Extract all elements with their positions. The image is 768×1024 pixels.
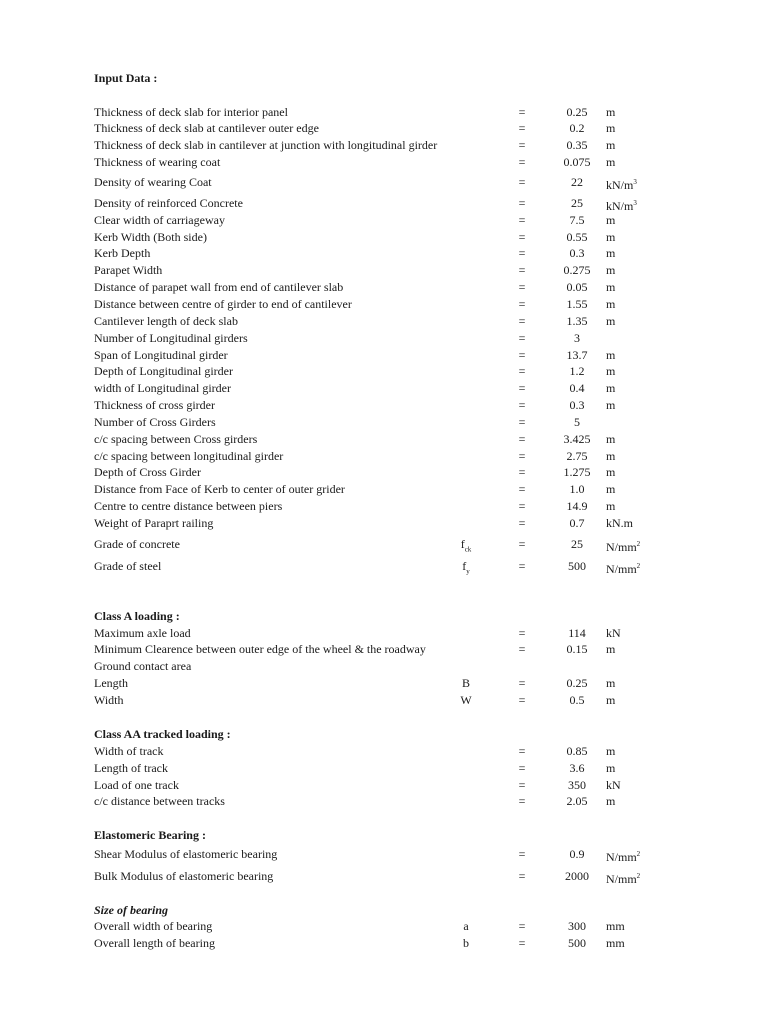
unit-text: m (606, 794, 616, 808)
table-row (0, 137, 768, 154)
row-label: Density of reinforced Concrete (94, 196, 243, 210)
row-unit (606, 498, 615, 515)
row-label: Thickness of deck slab in cantilever at junction with longitudinal girder (94, 138, 438, 152)
unit-text: kN.m (606, 516, 633, 530)
row-unit (606, 692, 615, 709)
unit-text: m (606, 213, 616, 227)
row-value: 0.7 (569, 516, 585, 530)
unit-text: m (606, 381, 616, 395)
unit-superscript: 3 (633, 178, 637, 186)
section-heading-size-of-bearing (0, 902, 768, 919)
equals-sign: = (518, 499, 526, 513)
unit-text: m (606, 121, 616, 135)
row-unit (606, 313, 615, 330)
row-value: 3.6 (569, 761, 585, 775)
row-label: Thickness of wearing coat (94, 155, 221, 169)
row-label: Overall width of bearing (94, 919, 213, 933)
equals-sign: = (518, 449, 526, 463)
row-label: Thickness of deck slab for interior panel (94, 105, 288, 119)
unit-superscript: 2 (636, 850, 641, 858)
row-value: 0.3 (569, 246, 585, 260)
unit-text: m (606, 482, 616, 496)
table-row (0, 414, 768, 431)
row-unit (606, 866, 640, 889)
symbol-text: f (460, 537, 465, 551)
row-label: Shear Modulus of elastomeric bearing (94, 847, 278, 861)
row-value: 3.425 (563, 432, 591, 446)
symbol-text: f (462, 559, 467, 573)
unit-text: mm (606, 936, 625, 950)
row-label: Distance of parapet wall from end of cantilever slab (94, 280, 344, 294)
equals-sign: = (518, 105, 526, 119)
equals-sign: = (518, 280, 526, 294)
unit-text: mm (606, 919, 625, 933)
unit-text: m (606, 693, 616, 707)
row-unit (606, 137, 615, 154)
symbol-text: B (461, 676, 470, 690)
row-label: Maximum axle load (94, 626, 191, 640)
table-row (0, 245, 768, 262)
equals-sign: = (518, 516, 526, 530)
row-unit (606, 743, 615, 760)
equals-sign: = (518, 175, 526, 189)
row-label: Depth of Cross Girder (94, 465, 201, 479)
table-row (0, 743, 768, 760)
row-label: Number of Cross Girders (94, 415, 216, 429)
row-unit (606, 625, 621, 642)
row-label: Grade of steel (94, 559, 162, 573)
equals-sign: = (518, 626, 526, 640)
unit-text: m (606, 499, 616, 513)
unit-text: N/mm (606, 540, 637, 554)
row-value: 2.05 (566, 794, 588, 808)
unit-text: m (606, 364, 616, 378)
table-row (0, 380, 768, 397)
section-heading-bearing (0, 827, 768, 844)
table-row (0, 104, 768, 121)
table-row (0, 760, 768, 777)
unit-text: N/mm (606, 562, 637, 576)
table-row (0, 431, 768, 448)
table-row (0, 918, 768, 935)
row-unit (606, 363, 615, 380)
row-value: 22 (571, 175, 583, 189)
row-symbol (452, 918, 480, 935)
symbol-text: a (463, 919, 469, 933)
unit-text: kN/m (606, 178, 634, 192)
row-unit (606, 397, 615, 414)
row-label: Thickness of deck slab at cantilever outer edge (94, 121, 319, 135)
unit-text: m (606, 230, 616, 244)
row-value: 2.75 (566, 449, 588, 463)
row-unit (606, 154, 615, 171)
equals-sign: = (518, 465, 526, 479)
symbol-text: W (460, 693, 472, 707)
row-label: Grade of concrete (94, 537, 180, 551)
row-label: width of Longitudinal girder (94, 381, 231, 395)
table-row (0, 347, 768, 364)
row-unit (606, 641, 615, 658)
row-value: 0.25 (566, 676, 588, 690)
equals-sign: = (518, 213, 526, 227)
row-unit (606, 935, 625, 952)
unit-text: m (606, 642, 616, 656)
table-row (0, 777, 768, 794)
row-value: 14.9 (566, 499, 588, 513)
table-row (0, 262, 768, 279)
equals-sign: = (518, 482, 526, 496)
table-row (0, 844, 768, 864)
equals-sign: = (518, 778, 526, 792)
table-row (0, 313, 768, 330)
row-value: 0.35 (566, 138, 588, 152)
equals-sign: = (518, 559, 526, 573)
row-unit (606, 262, 615, 279)
row-value: 0.275 (563, 263, 591, 277)
row-label: Kerb Depth (94, 246, 151, 260)
unit-text: kN/m (606, 199, 634, 213)
row-unit (606, 279, 615, 296)
equals-sign: = (518, 869, 526, 883)
equals-sign: = (518, 693, 526, 707)
row-value: 1.35 (566, 314, 588, 328)
row-label: Span of Longitudinal girder (94, 348, 228, 362)
row-label: c/c distance between tracks (94, 794, 225, 808)
symbol-subscript: ck (464, 545, 472, 554)
equals-sign: = (518, 364, 526, 378)
unit-text: N/mm (606, 850, 637, 864)
table-row (0, 641, 768, 658)
table-row (0, 793, 768, 810)
row-value: 114 (568, 626, 586, 640)
unit-text: m (606, 676, 616, 690)
table-row (0, 515, 768, 532)
unit-text: m (606, 263, 616, 277)
row-unit (606, 296, 615, 313)
unit-text: m (606, 105, 616, 119)
row-value: 25 (571, 537, 583, 551)
row-value: 0.075 (563, 155, 591, 169)
equals-sign: = (518, 348, 526, 362)
unit-text: m (606, 465, 616, 479)
row-label: Width of track (94, 744, 164, 758)
row-label: Parapet Width (94, 263, 163, 277)
unit-superscript: 3 (633, 199, 637, 207)
equals-sign: = (518, 398, 526, 412)
unit-text: m (606, 348, 616, 362)
table-row (0, 448, 768, 465)
symbol-subscript: y (466, 567, 470, 576)
table-row (0, 534, 768, 554)
row-label: Number of Longitudinal girders (94, 331, 248, 345)
unit-text: m (606, 449, 616, 463)
row-unit (606, 918, 625, 935)
symbol-text: b (463, 936, 469, 950)
row-unit (606, 431, 615, 448)
row-unit (606, 793, 615, 810)
row-unit (606, 212, 615, 229)
heading-text: Size of bearing (94, 903, 169, 917)
section-heading-input-data (0, 70, 768, 87)
row-value: 0.2 (569, 121, 585, 135)
row-value: 500 (568, 559, 586, 573)
row-label: c/c spacing between Cross girders (94, 432, 258, 446)
row-value: 0.85 (566, 744, 588, 758)
row-label: Clear width of carriageway (94, 213, 225, 227)
equals-sign: = (518, 381, 526, 395)
row-unit (606, 844, 640, 867)
row-label: Weight of Paraprt railing (94, 516, 214, 530)
table-row (0, 625, 768, 642)
equals-sign: = (518, 794, 526, 808)
unit-text: m (606, 761, 616, 775)
row-unit (606, 481, 615, 498)
row-label: Load of one track (94, 778, 179, 792)
unit-text: m (606, 314, 616, 328)
equals-sign: = (518, 155, 526, 169)
row-unit (606, 515, 633, 532)
heading-text: Class A loading : (94, 609, 180, 623)
table-row (0, 330, 768, 347)
row-label: Ground contact area (94, 659, 192, 673)
unit-text: m (606, 138, 616, 152)
row-label: Minimum Clearence between outer edge of the wheel & the roadway (94, 642, 426, 656)
equals-sign: = (518, 246, 526, 260)
unit-text: m (606, 280, 616, 294)
equals-sign: = (518, 230, 526, 244)
table-row (0, 120, 768, 137)
equals-sign: = (518, 761, 526, 775)
heading-text: Input Data : (94, 71, 158, 85)
equals-sign: = (518, 331, 526, 345)
row-symbol (452, 692, 480, 709)
equals-sign: = (518, 138, 526, 152)
row-unit (606, 675, 615, 692)
row-unit (606, 777, 621, 794)
row-label: Cantilever length of deck slab (94, 314, 238, 328)
row-value: 0.05 (566, 280, 588, 294)
row-value: 1.0 (569, 482, 585, 496)
unit-text: m (606, 155, 616, 169)
row-unit (606, 380, 615, 397)
row-label: Centre to centre distance between piers (94, 499, 283, 513)
equals-sign: = (518, 847, 526, 861)
unit-text: m (606, 297, 616, 311)
row-value: 0.9 (569, 847, 585, 861)
row-label: Thickness of cross girder (94, 398, 215, 412)
table-row (0, 296, 768, 313)
row-value: 2000 (565, 869, 589, 883)
row-label: Bulk Modulus of elastomeric bearing (94, 869, 274, 883)
row-unit (606, 172, 637, 195)
table-row (0, 193, 768, 213)
table-row (0, 675, 768, 692)
row-value: 0.3 (569, 398, 585, 412)
row-unit (606, 534, 640, 557)
unit-superscript: 2 (636, 872, 641, 880)
row-unit (606, 760, 615, 777)
section-heading-class-aa (0, 726, 768, 743)
equals-sign: = (518, 676, 526, 690)
row-symbol (452, 935, 480, 952)
equals-sign: = (518, 263, 526, 277)
table-row (0, 498, 768, 515)
row-value: 7.5 (569, 213, 585, 227)
equals-sign: = (518, 196, 526, 210)
row-value: 0.15 (566, 642, 588, 656)
table-row (0, 866, 768, 886)
row-label: Width (94, 693, 124, 707)
row-unit (606, 229, 615, 246)
equals-sign: = (518, 919, 526, 933)
row-label: Depth of Longitudinal girder (94, 364, 233, 378)
row-value: 1.2 (569, 364, 585, 378)
row-value: 25 (571, 196, 583, 210)
unit-text: kN (606, 626, 621, 640)
equals-sign: = (518, 314, 526, 328)
row-value: 1.275 (563, 465, 591, 479)
row-unit (606, 556, 640, 579)
row-unit (606, 245, 615, 262)
unit-text: kN (606, 778, 621, 792)
table-row (0, 658, 768, 675)
table-row (0, 229, 768, 246)
section-heading-class-a (0, 608, 768, 625)
row-label: Length of track (94, 761, 168, 775)
unit-superscript: 2 (636, 540, 641, 548)
unit-superscript: 2 (636, 562, 641, 570)
table-row (0, 363, 768, 380)
table-row (0, 481, 768, 498)
row-value: 0.55 (566, 230, 588, 244)
row-label: Density of wearing Coat (94, 175, 212, 189)
row-symbol (452, 556, 480, 581)
equals-sign: = (518, 121, 526, 135)
row-unit (606, 464, 615, 481)
table-row (0, 212, 768, 229)
row-value: 1.55 (566, 297, 588, 311)
table-row (0, 556, 768, 576)
table-row (0, 397, 768, 414)
row-value: 500 (568, 936, 586, 950)
unit-text: m (606, 246, 616, 260)
row-unit (606, 448, 615, 465)
unit-text: N/mm (606, 872, 637, 886)
unit-text: m (606, 398, 616, 412)
equals-sign: = (518, 744, 526, 758)
heading-text: Class AA tracked loading : (94, 727, 231, 741)
row-unit (606, 120, 615, 137)
row-value: 13.7 (566, 348, 588, 362)
equals-sign: = (518, 936, 526, 950)
row-value: 5 (574, 415, 580, 429)
table-row (0, 935, 768, 952)
row-unit (606, 347, 615, 364)
row-symbol (452, 675, 480, 692)
table-row (0, 279, 768, 296)
unit-text: m (606, 432, 616, 446)
row-label: c/c spacing between longitudinal girder (94, 449, 284, 463)
equals-sign: = (518, 297, 526, 311)
heading-text: Elastomeric Bearing : (94, 828, 206, 842)
row-label: Kerb Width (Both side) (94, 230, 207, 244)
row-value: 350 (568, 778, 586, 792)
table-row (0, 154, 768, 171)
row-label: Length (94, 676, 128, 690)
row-value: 0.25 (566, 105, 588, 119)
table-row (0, 172, 768, 192)
row-label: Distance between centre of girder to end of cantilever (94, 297, 352, 311)
row-value: 300 (568, 919, 586, 933)
row-label: Distance from Face of Kerb to center of outer grider (94, 482, 345, 496)
unit-text: m (606, 744, 616, 758)
equals-sign: = (518, 415, 526, 429)
table-row (0, 464, 768, 481)
row-value: 0.4 (569, 381, 585, 395)
row-value: 0.5 (569, 693, 585, 707)
equals-sign: = (518, 432, 526, 446)
equals-sign: = (518, 537, 526, 551)
equals-sign: = (518, 642, 526, 656)
row-label: Overall length of bearing (94, 936, 215, 950)
table-row (0, 692, 768, 709)
row-value: 3 (574, 331, 580, 345)
row-unit (606, 104, 615, 121)
